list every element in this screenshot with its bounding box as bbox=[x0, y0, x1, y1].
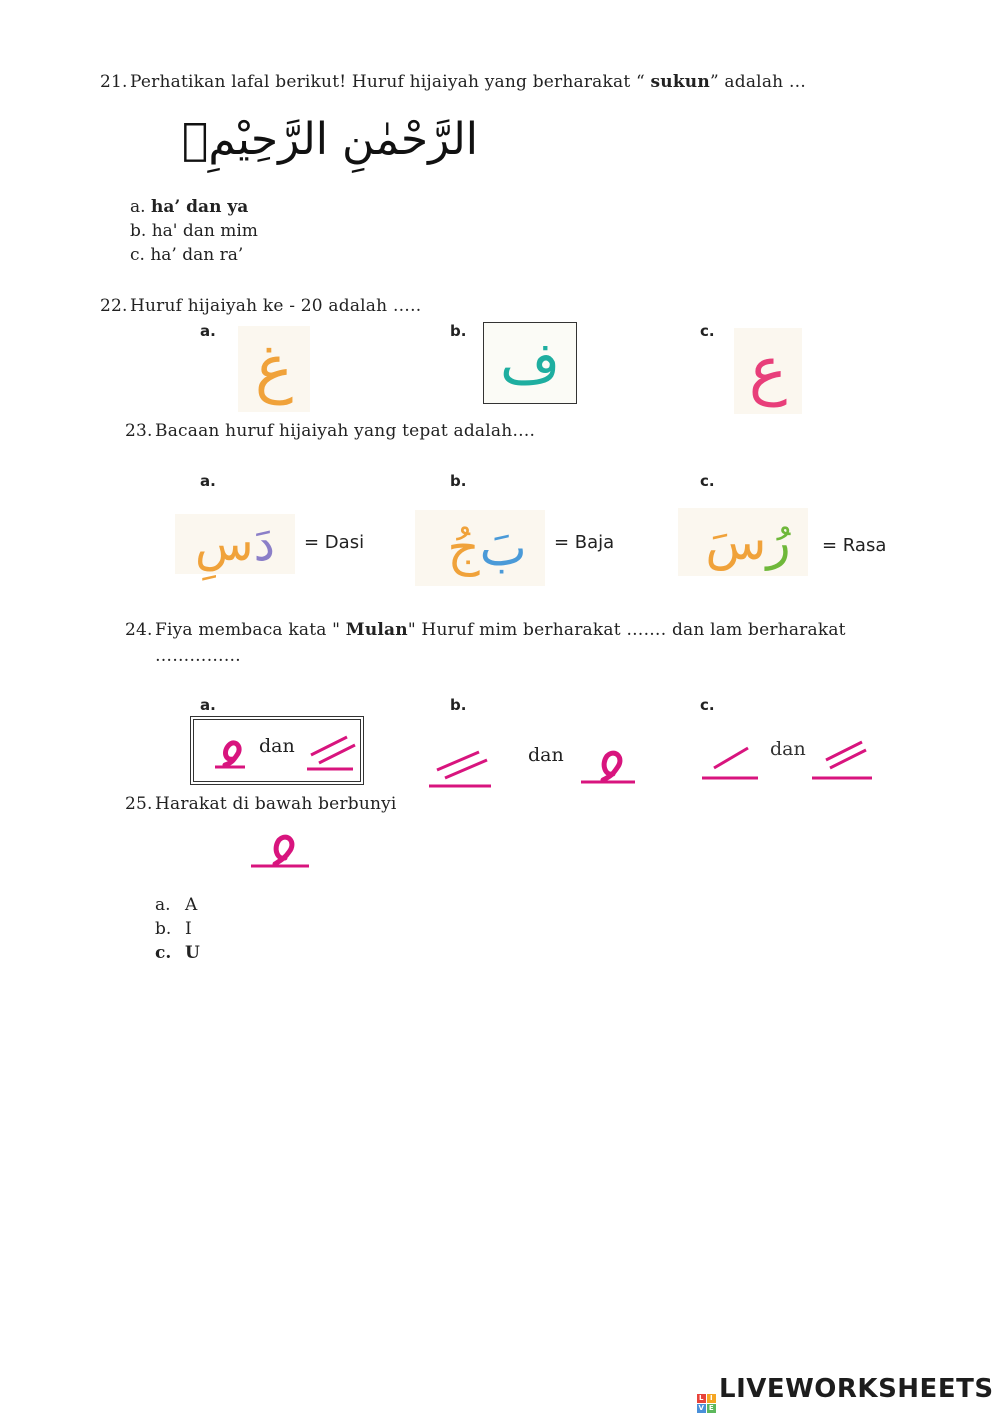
fathatain-icon bbox=[301, 729, 361, 779]
question-number: 23. bbox=[125, 421, 153, 441]
question-number: 21. bbox=[100, 72, 128, 92]
q23-option-a-answer: = Dasi bbox=[304, 532, 365, 553]
question-text-bold: Mulan bbox=[345, 620, 408, 640]
q25-option-b[interactable]: b. I bbox=[155, 919, 192, 939]
fathatain-icon[interactable] bbox=[425, 742, 495, 792]
q23-option-a-label: a. bbox=[200, 472, 216, 490]
arabic-phrase: الرَّحْمٰنِ الرَّحِيْمِۙ bbox=[181, 114, 479, 165]
q24-option-a-label: a. bbox=[200, 696, 216, 714]
question-text-bold: sukun bbox=[650, 72, 710, 92]
q24-option-b-label: b. bbox=[450, 696, 467, 714]
question-number: 22. bbox=[100, 296, 128, 316]
q23-option-c-answer: = Rasa bbox=[822, 535, 887, 556]
q21-option-a-text: ha’ dan ya bbox=[150, 197, 249, 217]
q22-option-a[interactable] bbox=[238, 326, 310, 412]
q24-option-c-label: c. bbox=[700, 696, 715, 714]
logo-mark-icon: L I V E bbox=[698, 1394, 715, 1412]
q22-option-b[interactable] bbox=[483, 322, 577, 404]
q25-option-c[interactable]: c. U bbox=[155, 943, 200, 963]
question-text-end: " Huruf mim berharakat ……. dan lam berharakat bbox=[407, 620, 846, 640]
word-letter-2: سَ bbox=[705, 513, 767, 571]
fathah-icon[interactable] bbox=[700, 742, 760, 782]
question-text: Fiya membaca kata " bbox=[155, 620, 346, 640]
q23-option-c[interactable] bbox=[678, 508, 808, 576]
letter-fa: ف bbox=[499, 329, 561, 397]
q25-option-b-text: I bbox=[185, 919, 192, 939]
question-24-line2: …………… bbox=[155, 646, 241, 666]
q23-option-b[interactable] bbox=[415, 510, 545, 586]
q21-option-c[interactable]: c. ha’ dan ra’ bbox=[130, 245, 244, 265]
q25-option-c-text: U bbox=[185, 943, 200, 963]
word-letter-1: رُ bbox=[766, 513, 791, 571]
dan-text: dan bbox=[259, 735, 295, 757]
q22-option-a-label: a. bbox=[200, 322, 216, 340]
word-letter-2: سِ bbox=[195, 516, 254, 572]
dhammah-icon bbox=[197, 727, 257, 777]
q23-option-a[interactable] bbox=[175, 514, 295, 574]
word-letter-1: بَ bbox=[479, 519, 527, 577]
dhammah-icon[interactable] bbox=[577, 738, 641, 788]
question-22 bbox=[100, 296, 421, 316]
dan-text: dan bbox=[770, 738, 806, 760]
question-24 bbox=[125, 620, 905, 640]
question-text: Bacaan huruf hijaiyah yang tepat adalah…. bbox=[155, 421, 536, 441]
question-23 bbox=[125, 421, 535, 441]
q21-option-c-text: ha’ dan ra’ bbox=[150, 245, 244, 265]
q25-option-a-text: A bbox=[185, 895, 198, 915]
question-text: Huruf hijaiyah ke - 20 adalah ….. bbox=[130, 296, 422, 316]
dhammah-icon bbox=[249, 824, 313, 872]
q23-option-c-label: c. bbox=[700, 472, 715, 490]
fathatain-icon[interactable] bbox=[810, 738, 874, 782]
q21-option-b-text: ha' dan mim bbox=[151, 221, 258, 241]
word-letter-1: دَ bbox=[253, 516, 275, 572]
q23-option-b-answer: = Baja bbox=[554, 532, 615, 553]
question-number: 24. bbox=[125, 620, 153, 640]
question-text: Harakat di bawah berbunyi bbox=[155, 794, 397, 814]
question-text: Perhatikan lafal berikut! Huruf hijaiyah yang berharakat “ bbox=[130, 72, 651, 92]
q21-option-b[interactable]: b. ha' dan mim bbox=[130, 221, 258, 241]
question-25 bbox=[125, 794, 397, 814]
dan-text: dan bbox=[528, 744, 564, 766]
q22-option-c-label: c. bbox=[700, 322, 715, 340]
brand-text: LIVEWORKSHEETS bbox=[719, 1374, 994, 1404]
liveworksheets-logo bbox=[697, 1374, 994, 1413]
letter-ain: ع bbox=[748, 334, 788, 408]
q22-option-b-label: b. bbox=[450, 322, 467, 340]
question-text-end: ” adalah … bbox=[709, 72, 807, 92]
q21-option-a[interactable]: a. ha’ dan ya bbox=[130, 197, 249, 217]
question-number: 25. bbox=[125, 794, 153, 814]
q25-option-a[interactable]: a. A bbox=[155, 895, 198, 915]
question-21 bbox=[100, 72, 960, 92]
q24-option-a[interactable] bbox=[190, 716, 364, 785]
q22-option-c[interactable] bbox=[734, 328, 802, 414]
letter-ghain: غ bbox=[254, 332, 294, 406]
q23-option-b-label: b. bbox=[450, 472, 467, 490]
word-letter-2: جُ bbox=[447, 519, 480, 577]
